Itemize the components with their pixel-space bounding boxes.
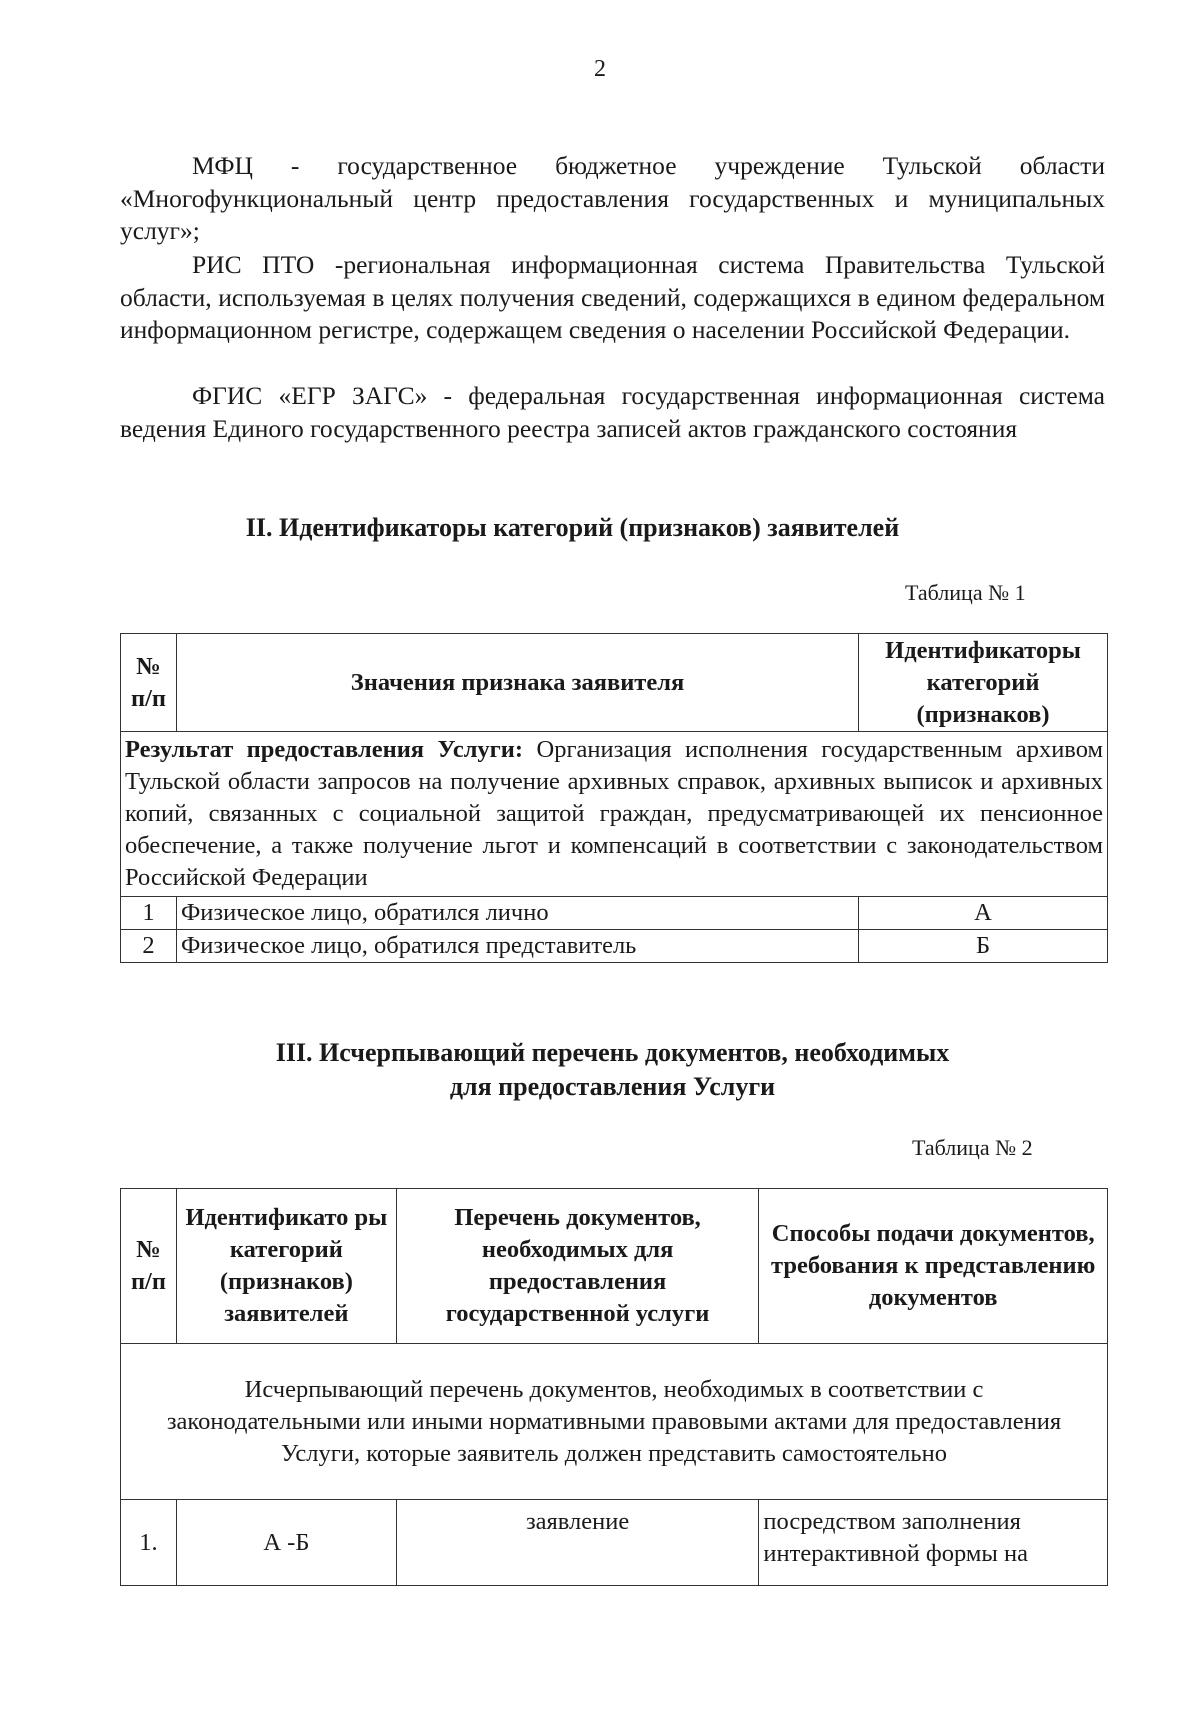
definition-mfc <box>120 150 1105 248</box>
table-1-header-row <box>121 634 1108 732</box>
table-1-result-row <box>121 732 1108 897</box>
row-num: 1 <box>121 897 177 930</box>
section-iii-title-line-1: III. Исчерпывающий перечень документов, необходимых <box>275 1038 950 1067</box>
section-ii-title: II. Идентификаторы категорий (признаков) заявителей <box>245 513 900 542</box>
definition-fgis <box>120 380 1105 445</box>
table-2 <box>120 1188 1108 1586</box>
row-value: Физическое лицо, обратился представитель <box>176 930 858 963</box>
header-ids: Идентификато ры категорий (признаков) заявителей <box>176 1189 396 1344</box>
section-iii-title <box>120 1036 1105 1104</box>
span-cell: Исчерпывающий перечень документов, необходимых в соответствии с законодательными или иными нормативными правовыми актами для предоставления Услуги, которые заявитель должен представить самостоятельно <box>121 1344 1108 1500</box>
table-2-header-row <box>121 1189 1108 1344</box>
table-row <box>121 897 1108 930</box>
header-num: № п/п <box>121 1189 177 1344</box>
header-ids: Идентификаторы категорий (признаков) <box>859 634 1108 732</box>
definition-term: ФГИС «ЕГР ЗАГС» <box>192 381 428 410</box>
table-2-caption: Таблица № 2 <box>912 1135 1033 1160</box>
definition-term: МФЦ <box>192 151 253 180</box>
row-num: 1. <box>121 1500 177 1586</box>
table-1-caption: Таблица № 1 <box>905 580 1026 605</box>
table-row <box>121 1500 1108 1586</box>
page-number: 2 <box>594 56 606 82</box>
result-text: Организация исполнения государственным архивом Тульской области запросов на получение архивных справок, архивных выписок и архивных копий, связанных с социальной защитой граждан, предусматривающей их пенсионное обеспечение, а также получение льгот и компенсаций в соответствии с законодательством Российской Федерации <box>125 736 1103 891</box>
table-1 <box>120 633 1108 963</box>
header-num: № п/п <box>121 634 177 732</box>
row-id: А <box>859 897 1108 930</box>
definition-text: - государственное бюджетное учреждение Тульской области «Многофункциональный центр предоставления государственных и муниципальных услуг»; <box>120 151 1105 245</box>
row-document: заявление <box>396 1500 759 1586</box>
header-value: Значения признака заявителя <box>176 634 858 732</box>
row-method: посредством заполнения интерактивной формы на <box>759 1500 1108 1586</box>
header-documents: Перечень документов, необходимых для предоставления государственной услуги <box>396 1189 759 1344</box>
row-ids: А -Б <box>176 1500 396 1586</box>
row-id: Б <box>859 930 1108 963</box>
definition-ris-pto <box>120 249 1105 347</box>
table-row <box>121 930 1108 963</box>
definition-text: -региональная информационная система Правительства Тульской области, используемая в целях получения сведений, содержащихся в едином федеральном информационном регистре, содержащем сведения о населении Российской Федерации. <box>120 250 1105 344</box>
definition-term: РИС ПТО <box>192 250 315 279</box>
table-2-span-row <box>121 1344 1108 1500</box>
result-label: Результат предоставления Услуги: <box>125 736 524 763</box>
row-value: Физическое лицо, обратился лично <box>176 897 858 930</box>
header-methods: Способы подачи документов, требования к представлению документов <box>759 1189 1108 1344</box>
definition-text: - федеральная государственная информационная система ведения Единого государственного реестра записей актов гражданского состояния <box>120 381 1105 443</box>
result-cell <box>121 732 1108 897</box>
row-num: 2 <box>121 930 177 963</box>
section-iii-title-line-2: для предоставления Услуги <box>449 1072 776 1101</box>
